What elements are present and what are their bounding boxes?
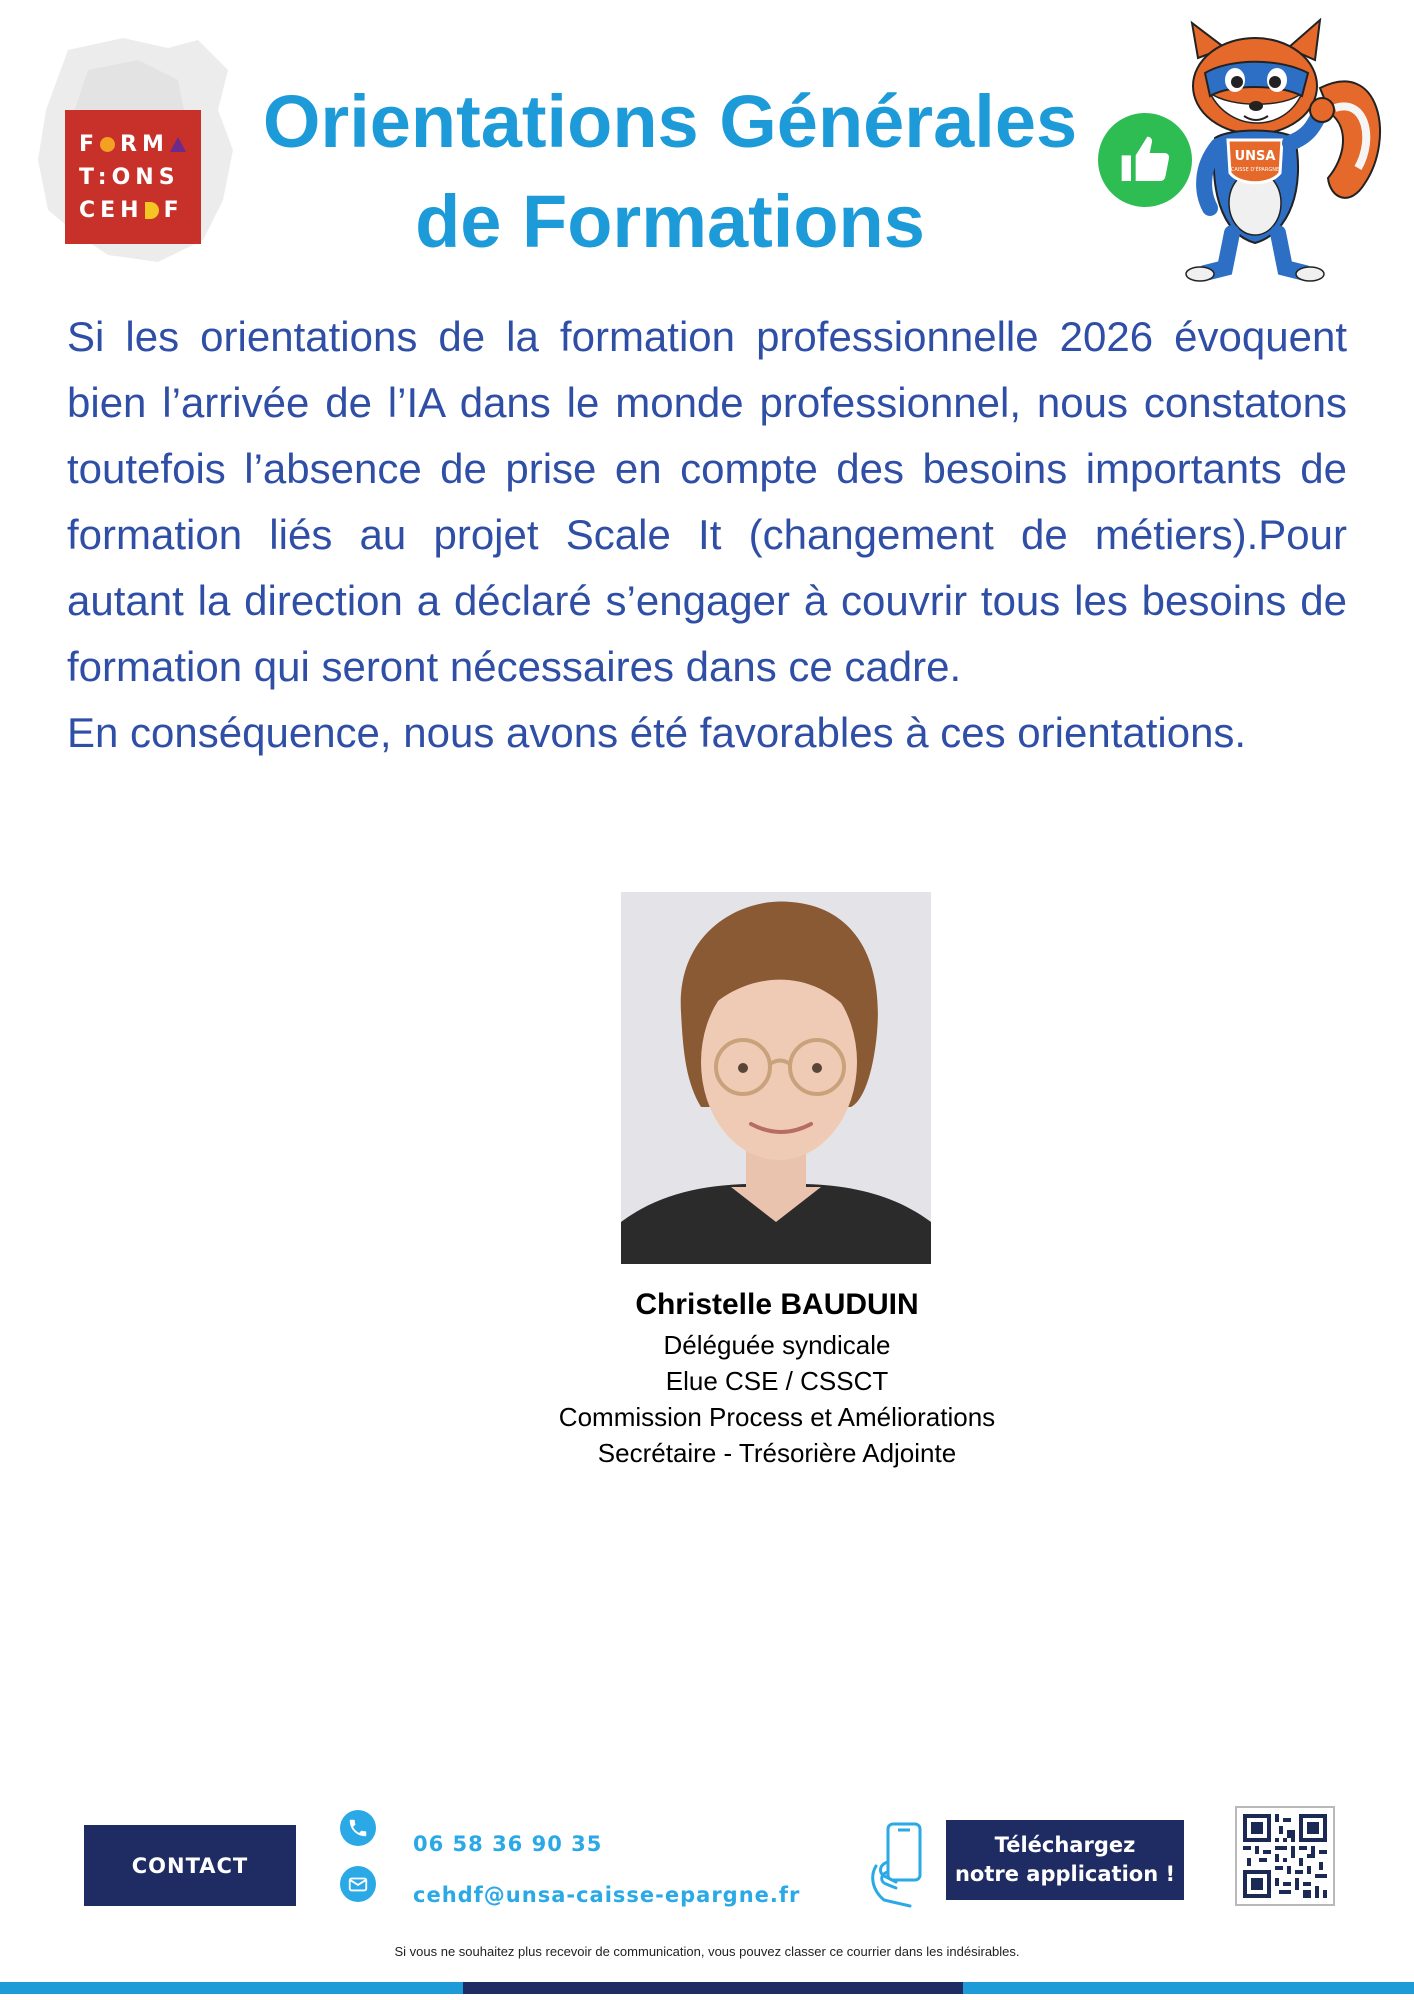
formations-cehdf-logo: F RM T:ONS CEH F <box>65 110 201 244</box>
qr-code-icon[interactable] <box>1235 1806 1335 1906</box>
phone-number-link[interactable]: 06 58 36 90 35 <box>413 1832 603 1856</box>
portrait-photo <box>621 892 931 1264</box>
person-role: Déléguée syndicale <box>663 1330 891 1360</box>
footer-bar-segment <box>0 1982 463 1994</box>
phone-icon <box>340 1810 376 1846</box>
mascot-badge-subtext: CAISSE D'ÉPARGNE <box>1230 167 1280 173</box>
email-icon <box>340 1866 376 1902</box>
person-role: Elue CSE / CSSCT <box>665 1366 889 1396</box>
mascot-badge-text: UNSA <box>1234 149 1276 164</box>
contact-button[interactable]: CONTACT <box>84 1825 296 1906</box>
unsubscribe-notice: Si vous ne souhaitez plus recevoir de communication, vous pouvez classer ce courrier dans les indésirables. <box>394 1944 1020 1959</box>
page-title <box>220 72 1120 272</box>
article-paragraph-2: En conséquence, nous avons été favorables à ces orientations. <box>67 709 1247 756</box>
footer-bar-segment <box>463 1982 963 1994</box>
footer-color-bar <box>0 1982 1414 1994</box>
person-role: Secrétaire - Trésorière Adjointe <box>597 1438 957 1468</box>
phone-in-hand-icon <box>866 1820 936 1910</box>
footer-bar-segment <box>963 1982 1414 1994</box>
person-role: Commission Process et Améliorations <box>558 1402 996 1432</box>
person-name: Christelle BAUDUIN <box>635 1288 919 1321</box>
article-paragraph-1: Si les orientations de la formation professionnelle 2026 évoquent bien l’arrivée de l’IA dans le monde professionnel, nous constatons toutefois l’absence de prise en compte des besoins importants de formation liés au projet Scale It (changement de métiers).Pour autant la direction a déclaré s’engager à couvrir tous les besoins de formation qui seront nécessaires dans ce cadre. <box>67 313 1347 690</box>
title-line-1: Orientations Générales <box>262 80 1078 163</box>
download-line-2: notre application ! <box>954 1862 1176 1886</box>
squirrel-mascot-illustration <box>1170 18 1390 283</box>
download-line-1: Téléchargez <box>994 1833 1136 1857</box>
download-app-button[interactable] <box>946 1820 1184 1900</box>
article-body <box>67 304 1347 766</box>
email-link[interactable]: cehdf@unsa-caisse-epargne.fr <box>413 1883 801 1907</box>
title-line-2: de Formations <box>415 180 925 263</box>
person-roles <box>457 1327 1097 1471</box>
